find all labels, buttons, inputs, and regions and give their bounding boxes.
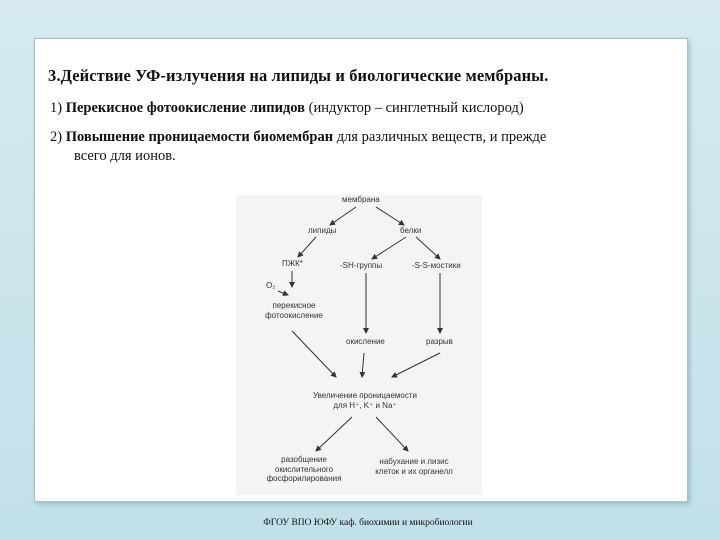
node-swelling [364, 457, 464, 476]
node-rupture: разрыв [426, 337, 453, 346]
slide-footer: ФГОУ ВПО ЮФУ каф. биохимии и микробиологии [263, 518, 473, 528]
node-lipids: липиды [308, 226, 337, 235]
arrow-oxygen-peroxide [278, 291, 288, 295]
node-proteins: белки [400, 226, 422, 235]
peroxide-line-1: перекисное [272, 301, 316, 310]
point-2 [50, 128, 680, 166]
point-2-number: 2) [50, 129, 66, 145]
arrow-rupture-permeability [392, 353, 440, 377]
uncoupling-line-3: фосфорилирования [266, 474, 342, 483]
arrow-permeability-uncoupling [316, 417, 352, 451]
arrow-peroxide-permeability [292, 331, 336, 377]
swelling-line-2: клеток и их органелл [375, 466, 453, 476]
node-oxidation: окисление [346, 337, 385, 346]
node-oxygen: O₂ [266, 281, 276, 290]
arrow-lipids-pufa [298, 237, 316, 257]
arrow-proteins-sh [372, 237, 406, 259]
point-1 [50, 99, 680, 118]
arrow-membrane-proteins [376, 207, 404, 225]
node-ss-bridges: -S-S-мостики [412, 261, 461, 270]
peroxide-line-2: фотоокисление [265, 310, 323, 320]
node-pufa: ПЖК* [282, 259, 303, 268]
node-membrane: мембрана [342, 195, 380, 204]
arrow-proteins-ss [416, 237, 440, 259]
node-permeability [300, 391, 430, 410]
membrane-damage-diagram [236, 195, 482, 495]
point-1-number: 1) [50, 100, 66, 116]
uncoupling-line-1: разобщение [281, 455, 327, 464]
point-2-bold: Повышение проницаемости биомембран [65, 129, 334, 145]
permeability-line-1: Увеличение проницаемости [313, 391, 417, 400]
node-uncoupling [256, 455, 352, 484]
permeability-line-2: для H⁺, K⁺ и Na⁺ [333, 400, 397, 410]
point-1-rest: (индуктор – синглетный кислород) [305, 100, 524, 116]
point-1-bold: Перекисное фотоокисление липидов [65, 100, 306, 116]
swelling-line-1: набухание и лизис [379, 457, 449, 466]
point-2-continuation: всего для ионов. [74, 148, 176, 164]
node-peroxide [258, 301, 330, 320]
node-sh-groups: -SH-группы [340, 261, 383, 270]
slide-title: 3.Действие УФ-излучения на липиды и биологические мембраны. [48, 66, 549, 85]
uncoupling-line-2: окислительного [274, 464, 334, 474]
point-2-rest: для различных веществ, и прежде [333, 129, 547, 145]
arrow-membrane-lipids [330, 207, 356, 225]
arrow-oxidation-permeability [362, 353, 364, 377]
arrow-permeability-swelling [376, 417, 408, 451]
